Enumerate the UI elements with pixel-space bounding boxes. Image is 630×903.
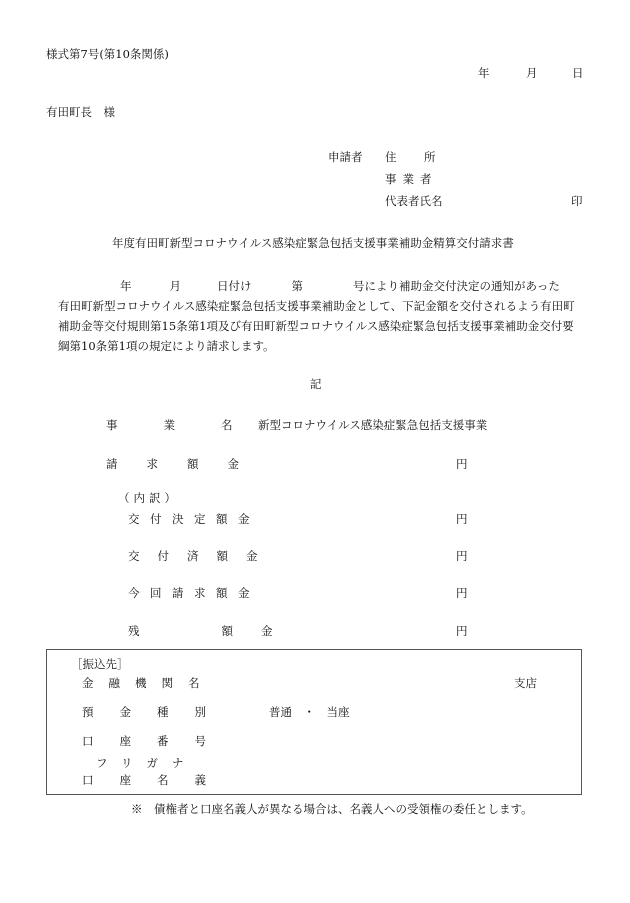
footnote: ※ 債権者と口座名義人が異なる場合は、名義人への受領権の委任とします。 [131,802,533,816]
project-name-label: 事業名 [106,418,279,432]
breakdown-unit-paid: 円 [456,549,468,563]
remaining-char: 額 [221,624,233,638]
branch-suffix: 支店 [514,676,537,690]
holder-label: 口座名義 [82,773,232,787]
account-number-label: 口座番号 [82,734,232,748]
deposit-type-label: 預金種別 [82,705,232,719]
request-amount-yen: 円 [456,457,468,471]
bank-heading: ［振込先］ [71,657,129,671]
breakdown-label-remaining-text [128,626,273,638]
form-number: 様式第7号(第10条関係) [46,47,169,61]
bank-transfer-box [46,649,582,795]
breakdown-unit-remaining: 円 [456,624,468,638]
applicant-title: 申請者 [328,150,363,164]
breakdown-unit-decided: 円 [456,512,468,526]
request-amount-label: 請求額金 [106,457,268,471]
remaining-char: 金 [261,624,273,638]
breakdown-label-current: 今回請求額金 [128,586,260,600]
body-line1-rest: 号により補助金交付決定の通知があった [353,279,560,293]
ki-heading: 記 [310,377,322,391]
date-month: 月 [526,66,538,80]
project-name-value: 新型コロナウイルス感染症緊急包括支援事業 [258,418,488,432]
date-year: 年 [478,66,490,80]
applicant-address-label [385,152,445,164]
document-title: 年度有田町新型コロナウイルス感染症緊急包括支援事業補助金精算交付請求書 [112,236,514,250]
institution-label: 金融機関名 [82,676,215,690]
date-day: 日 [572,66,584,80]
body-line-4: 綱第10条第1項の規定により請求します。 [58,339,275,353]
seal-mark: 印 [571,194,583,208]
body-date-suffix: 日付け [217,279,252,293]
breakdown-label-paid: 交付済額金 [128,549,276,563]
remaining-char: 残 [128,624,140,638]
request-paragraph [58,276,583,356]
breakdown-heading: （内訳） [118,491,180,505]
body-number-prefix: 第 [291,279,303,293]
breakdown-unit-current: 円 [456,586,468,600]
addressee: 有田町長 様 [46,105,115,119]
body-year: 年 [120,279,132,293]
address-text: 住 所 [385,150,444,164]
breakdown-label-decided: 交付決定額金 [128,512,260,526]
furigana-label: フリガナ [96,756,198,770]
business-label: 事業者 [385,172,438,186]
body-line-3: 補助金等交付規則第15条第1項及び有田町新型コロナウイルス感染症緊急包括支援事業補助金交付要 [58,319,574,333]
body-line-1 [58,276,583,296]
representative-label: 代表者氏名 [385,194,443,208]
body-line-2: 有田町新型コロナウイルス感染症緊急包括支援事業補助金として、下記金額を交付されるよう有田町 [58,299,575,313]
body-month: 月 [169,279,181,293]
deposit-type-value: 普通 ・ 当座 [269,705,350,719]
